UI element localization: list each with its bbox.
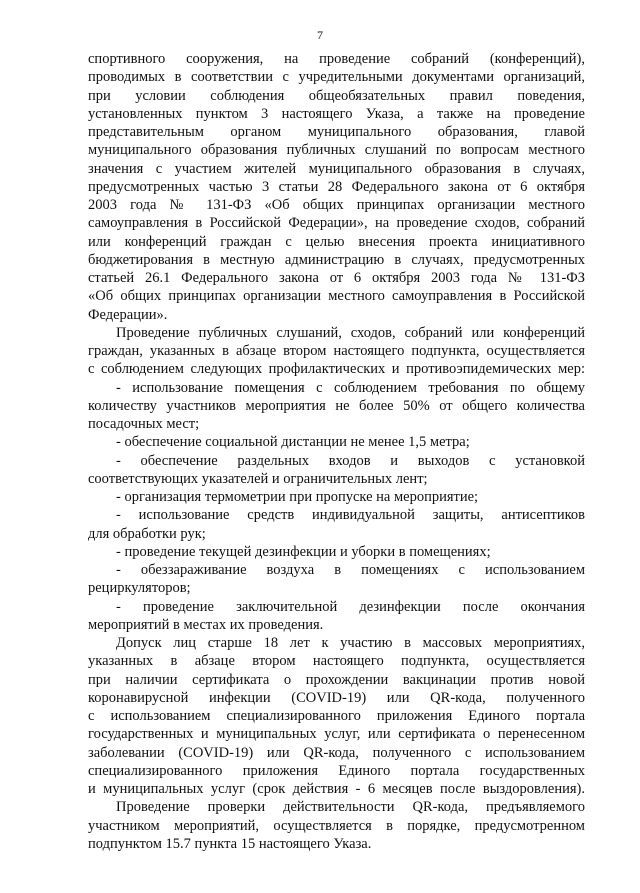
text-line: участником мероприятий, осуществляется в порядке, предусмотренном: [88, 817, 585, 834]
text-line: установленных пунктом 3 настоящего Указа, а также на проведение: [88, 105, 585, 122]
text-line: Допуск лиц старше 18 лет к участию в массовых мероприятиях,: [116, 635, 585, 651]
text-line: - обеспечение социальной дистанции не менее 1,5 метра;: [116, 434, 470, 451]
text-line: государственных и муниципальных услуг, или сертификата о перенесенном: [88, 726, 585, 743]
text-line: Проведение проверки действительности QR-кода, предъявляемого: [116, 799, 585, 816]
text-line: или конференций граждан с целью внесения проекта инициативного: [88, 233, 585, 250]
text-line: - использование помещения с соблюдением требования по общему: [116, 379, 585, 396]
text-line: соответствующих указателей и ограничительных лент;: [88, 470, 428, 487]
text-line: посадочных мест;: [88, 416, 200, 432]
text-line: - организация термометрии при пропуске на мероприятие;: [116, 489, 479, 505]
page-number: 7: [317, 28, 323, 42]
text-line: и муниципальных услуг (срок действия - 6 месяцев после выздоровления).: [88, 781, 585, 797]
text-line: предусмотренных частью 3 статьи 28 Федерального закона от 6 октября: [88, 178, 585, 195]
text-line: Проведение публичных слушаний, сходов, собраний или конференций: [116, 324, 585, 341]
text-line: подпунктом 15.7 пункта 15 настоящего Указа.: [88, 835, 372, 852]
text-line: 2003 года № 131-ФЗ «Об общих принципах организации местного: [88, 197, 585, 213]
text-line: - обеззараживание воздуха в помещениях с использованием: [116, 562, 585, 578]
text-line: с соблюдением следующих профилактических и противоэпидемических мер:: [88, 361, 585, 378]
text-line: для обработки рук;: [88, 525, 206, 542]
text-line: - проведение заключительной дезинфекции после окончания: [116, 598, 585, 615]
text-line: - использование средств индивидуальной защиты, антисептиков: [116, 507, 585, 524]
text-line: - проведение текущей дезинфекции и уборки в помещениях;: [116, 543, 491, 560]
text-line: бюджетирования в местную администрацию в случаях, предусмотренных: [88, 251, 585, 268]
text-line: граждан, указанных в абзаце втором настоящего подпункта, осуществляется: [88, 343, 585, 359]
text-line: указанных в абзаце втором настоящего подпункта, осуществляется: [88, 653, 585, 670]
text-line: муниципального образования публичных слушаний по вопросам местного: [88, 142, 585, 159]
text-line: проводимых в соответствии с учредительными документами организаций,: [88, 69, 585, 86]
text-line: спортивного сооружения, на проведение собраний (конференций),: [88, 51, 585, 67]
text-line: мероприятий в местах их проведения.: [88, 616, 324, 633]
text-line: значения с участием жителей муниципального образования в случаях,: [88, 160, 585, 177]
text-line: при наличии сертификата о прохождении вакцинации против новой: [88, 671, 585, 688]
text-line: с использованием специализированного приложения Единого портала: [88, 708, 585, 724]
text-line: заболевании (COVID-19) или QR-кода, полученного с использованием: [88, 744, 585, 761]
body-text: [88, 50, 585, 853]
text-line: количеству участников мероприятия не более 50% от общего количества: [88, 397, 585, 414]
text-line: специализированного приложения Единого портала государственных: [88, 762, 585, 779]
text-line: статьей 26.1 Федерального закона от 6 октября 2003 года № 131-ФЗ: [88, 270, 585, 286]
text-line: при условии соблюдения общеобязательных правил поведения,: [88, 87, 585, 104]
text-line: коронавирусной инфекции (COVID-19) или QR-кода, полученного: [88, 689, 585, 706]
text-line: рециркуляторов;: [88, 580, 191, 597]
text-line: Федерации».: [88, 306, 168, 323]
text-line: «Об общих принципах организации местного самоуправления в Российской: [88, 288, 585, 305]
text-line: - обеспечение раздельных входов и выходов с установкой: [116, 452, 585, 469]
text-line: самоуправления в Российской Федерации», на проведение сходов, собраний: [88, 215, 585, 232]
text-line: представительным органом муниципального образования, главой: [88, 124, 585, 140]
